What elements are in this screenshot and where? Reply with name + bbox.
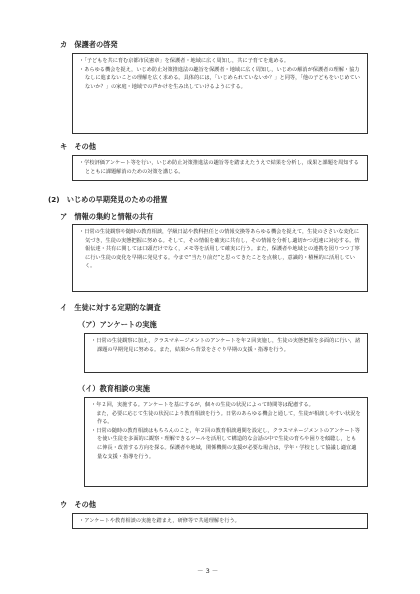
- box-info-sharing: [72, 224, 368, 292]
- heading-other-u: ウ その他: [60, 500, 96, 509]
- heading-info-sharing: ア 情報の集約と情報の共有: [60, 212, 154, 221]
- paragraph: また，必要に応じて生徒の状況により教育相談を行う。日常のあらゆる機会と通して，生徒が相談しやすい状況を作る。: [91, 410, 361, 426]
- paragraph: ・あらゆる機会を捉え，いじめ防止対策推進法の趣旨を保護者・地域に広く周知し，いじめの解消が保護者の理解・協力なしに進まないことの理解を広く求める。具体的には，「いじめられていないか？」と同等，「他の子どもをいじめていないか？」の家庭・地域での声かけを生み出していけるようにする。: [79, 66, 360, 90]
- box-counseling: [84, 397, 368, 487]
- heading-early-detection: (2) いじめの早期発見のための措置: [48, 195, 168, 204]
- paragraph: ・日常の生徒観察や随時の教育相談，学級日誌や教科担任との情報交換等あらゆる機会を捉えて，生徒のささいな変化に気づき，生徒の実態把握に努める。そして，その情報を確実に共有し，その情報を分析し適切かつ迅速に対応する。情報伝達・共有に関しては口頭だけでなく，メモ等を活用して確実に行う。また，保護者や地域との連携を図りつつ丁寧に行い生徒の変化を早期に発見する。今まで“当たり前だ”と思ってきたことを点検し，意識的・積極的に活用していく。: [79, 229, 360, 270]
- paragraph: ・日常の随時の教育相談はもちろんのこと，年２回の教育相談週間を設定し，クラスマネージメントのアンケート等を使い生徒を多面的に観察・理解できるツールを活用して構造的な会話の中で生徒の育ちや困りを傾聴し，ともに伸長・改善する方向を探る。保護者や地域，関係機関の支援が必要な場合は，学年・学校として協議し適宜適量な支援・指導を行う。: [91, 427, 360, 460]
- heading-questionnaire: （ア）アンケートの実施: [78, 320, 157, 329]
- box-questionnaire: [84, 333, 368, 373]
- paragraph: ・日常の生徒観察に加え，クラスマネージメントのアンケートを年２回実施し，生徒の実態把握を多面的に行い，諸課題の早期発見に努める。また，結果から背景をさぐり早期の支援・指導を行う。: [91, 338, 361, 353]
- paragraph: ・「子どもを共に育む京都市民憲章」を保護者・地域に広く周知し，共に子育てを進める。: [79, 58, 290, 64]
- heading-parent-education: カ 保護者の啓発: [60, 40, 118, 49]
- box-other-u: [72, 513, 368, 529]
- paragraph: ・学校評価アンケート等を行い，いじめ防止対策推進法の趣旨等を踏まえたうえで結果を分析し，成果と課題を周知するとともに課題解消のための対策を講じる。: [79, 160, 359, 175]
- box-parent-education: [72, 53, 368, 134]
- paragraph: ・年２回，実施する。アンケートを基にするが，個々の生徒の状況によって時間等は配慮する。: [91, 402, 314, 408]
- heading-counseling: （イ）教育相談の実施: [78, 384, 150, 393]
- paragraph: ・アンケートや教育相談の実施を踏まえ，研修等で共通理解を行う。: [79, 518, 240, 524]
- page-number: － 3 －: [197, 567, 219, 575]
- box-other-ki: [72, 155, 368, 181]
- heading-other-ki: キ その他: [60, 142, 96, 151]
- heading-regular-survey: イ 生徒に対する定期的な調査: [60, 303, 161, 312]
